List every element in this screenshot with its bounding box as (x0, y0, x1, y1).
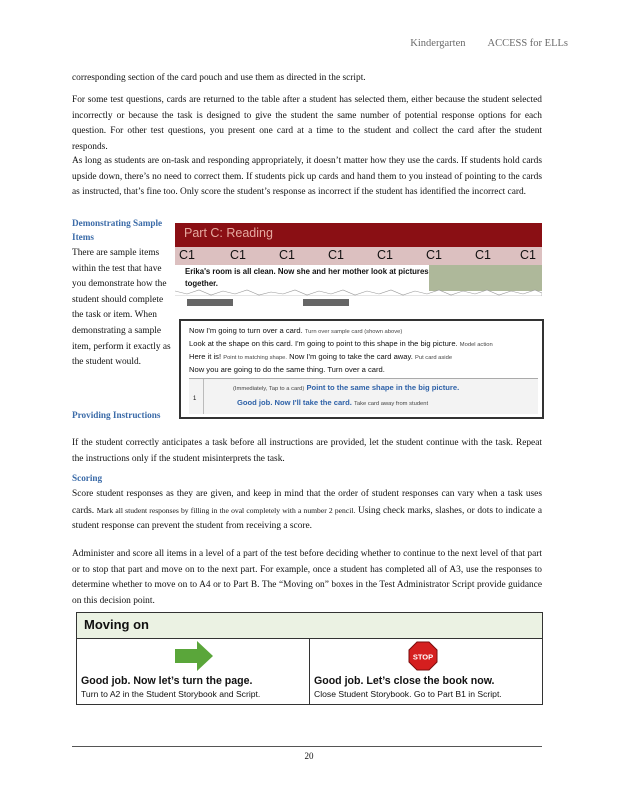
script-line: Look at the shape on this card. I'm going to point to this shape in the big picture. Model action (189, 339, 493, 348)
step-divider (203, 379, 204, 414)
continue-direction: Turn to A2 in the Student Storybook and Script. (81, 689, 261, 699)
moving-on-header (77, 613, 542, 639)
arrow-right-icon (175, 641, 215, 671)
column-label: C1 (426, 248, 442, 262)
paragraph-card-use: As long as students are on-task and responding appropriately, it doesn’t matter how they use the cards. If students hold cards upside down, there’s no need to correct them. If students pick up cards and hand them to you instead of pointing to the cards as instructed, that’s fine too. Only score the student’s response as incorrect if the student has identified the incorrect card. (72, 156, 542, 198)
column-label: C1 (230, 248, 246, 262)
page-strip (175, 295, 542, 317)
script-step (189, 378, 538, 414)
stop-direction: Close Student Storybook. Go to Part B1 in Script. (314, 689, 502, 699)
sample-item-figure (175, 223, 542, 419)
column-label: C1 (520, 248, 536, 262)
scoring-text: Score student responses as they are given, and keep in mind that the order of student responses can vary when a task uses cards. Mark all student responses by filling in the oval completely with a number 2 pencil. Using check marks, slashes, or dots to indicate a student response can prevent the student from receiving a score. (72, 489, 543, 532)
header-grade: Kindergarten (410, 38, 466, 49)
column-label: C1 (328, 248, 344, 262)
column-label: C1 (377, 248, 393, 262)
strip-bar (187, 299, 233, 306)
heading-demonstrating: Demonstrating Sample Items (72, 218, 163, 242)
stop-sign-label: STOP (412, 652, 434, 662)
story-text: Erika's room is all clean. Now she and her mother look at pictures together. (185, 267, 429, 288)
script-line: Here it is! Point to matching shape. Now I'm going to take the card away. Put card aside (189, 352, 453, 361)
moving-on-box (76, 612, 543, 705)
moving-on-continue (77, 638, 309, 704)
heading-providing: Providing Instructions (72, 410, 161, 420)
paragraph-returned-cards: For some test questions, cards are returned to the table after a student has selected them, either because the student selected incorrectly or because the task is designed to give the student the same number of potential response options for each question. For other test questions, you present one card at a time to the student and collect the card after the student responds. (72, 95, 542, 152)
figure-banner (175, 223, 542, 247)
continue-prompt: Good job. Now let’s turn the page. (81, 675, 253, 687)
moving-on-title: Moving on (84, 617, 149, 632)
page-header (388, 38, 568, 49)
figure-title: Part C: Reading (184, 226, 273, 240)
header-title: ACCESS for ELLs (487, 38, 568, 49)
script-line: Now you are going to do the same thing. Turn over a card. (189, 365, 385, 374)
column-label: C1 (179, 248, 195, 262)
stop-sign-icon (408, 641, 438, 671)
paragraph-continued: corresponding section of the card pouch and use them as directed in the script. (72, 73, 366, 83)
administer-text: Administer and score all items in a level of a part of the test before deciding whether to continue to the next level of that part or to stop that part and move on to the next part. For example, once a student has completed all of A3, use the responses to determine whether to move on to A4 or to Part B. The “Moving on” boxes in the Test Administrator Script provide guidance on this decision point. (72, 549, 542, 606)
strip-bar (303, 299, 349, 306)
step-number: 1 (193, 396, 197, 402)
column-label: C1 (475, 248, 491, 262)
stop-prompt: Good job. Let’s close the book now. (314, 675, 495, 687)
heading-scoring: Scoring (72, 473, 103, 483)
figure-column-row (175, 247, 542, 265)
column-label: C1 (279, 248, 295, 262)
page-number: 20 (304, 751, 314, 761)
step-prompt-line: (Immediately, Tap to a card) Point to the same shape in the big picture. (233, 383, 460, 392)
script-line: Now I'm going to turn over a card. Turn over sample card (shown above) (189, 326, 403, 335)
demonstrating-text: There are sample items within the test that have you demonstrate how the student should complete the task or item. When demonstrating a sample item, perform it exactly as the student would. (72, 248, 171, 368)
footer-rule (72, 746, 542, 747)
script-box (179, 319, 544, 419)
step-feedback-line: Good job. Now I'll take the card. Take card away from student (237, 398, 429, 407)
instructions-text: If the student correctly anticipates a task before all instructions are provided, let the student continue with the task. Repeat the instructions only if the student misinterprets the task. (72, 438, 542, 464)
storybook-strip (175, 265, 542, 293)
moving-on-stop (310, 638, 542, 704)
